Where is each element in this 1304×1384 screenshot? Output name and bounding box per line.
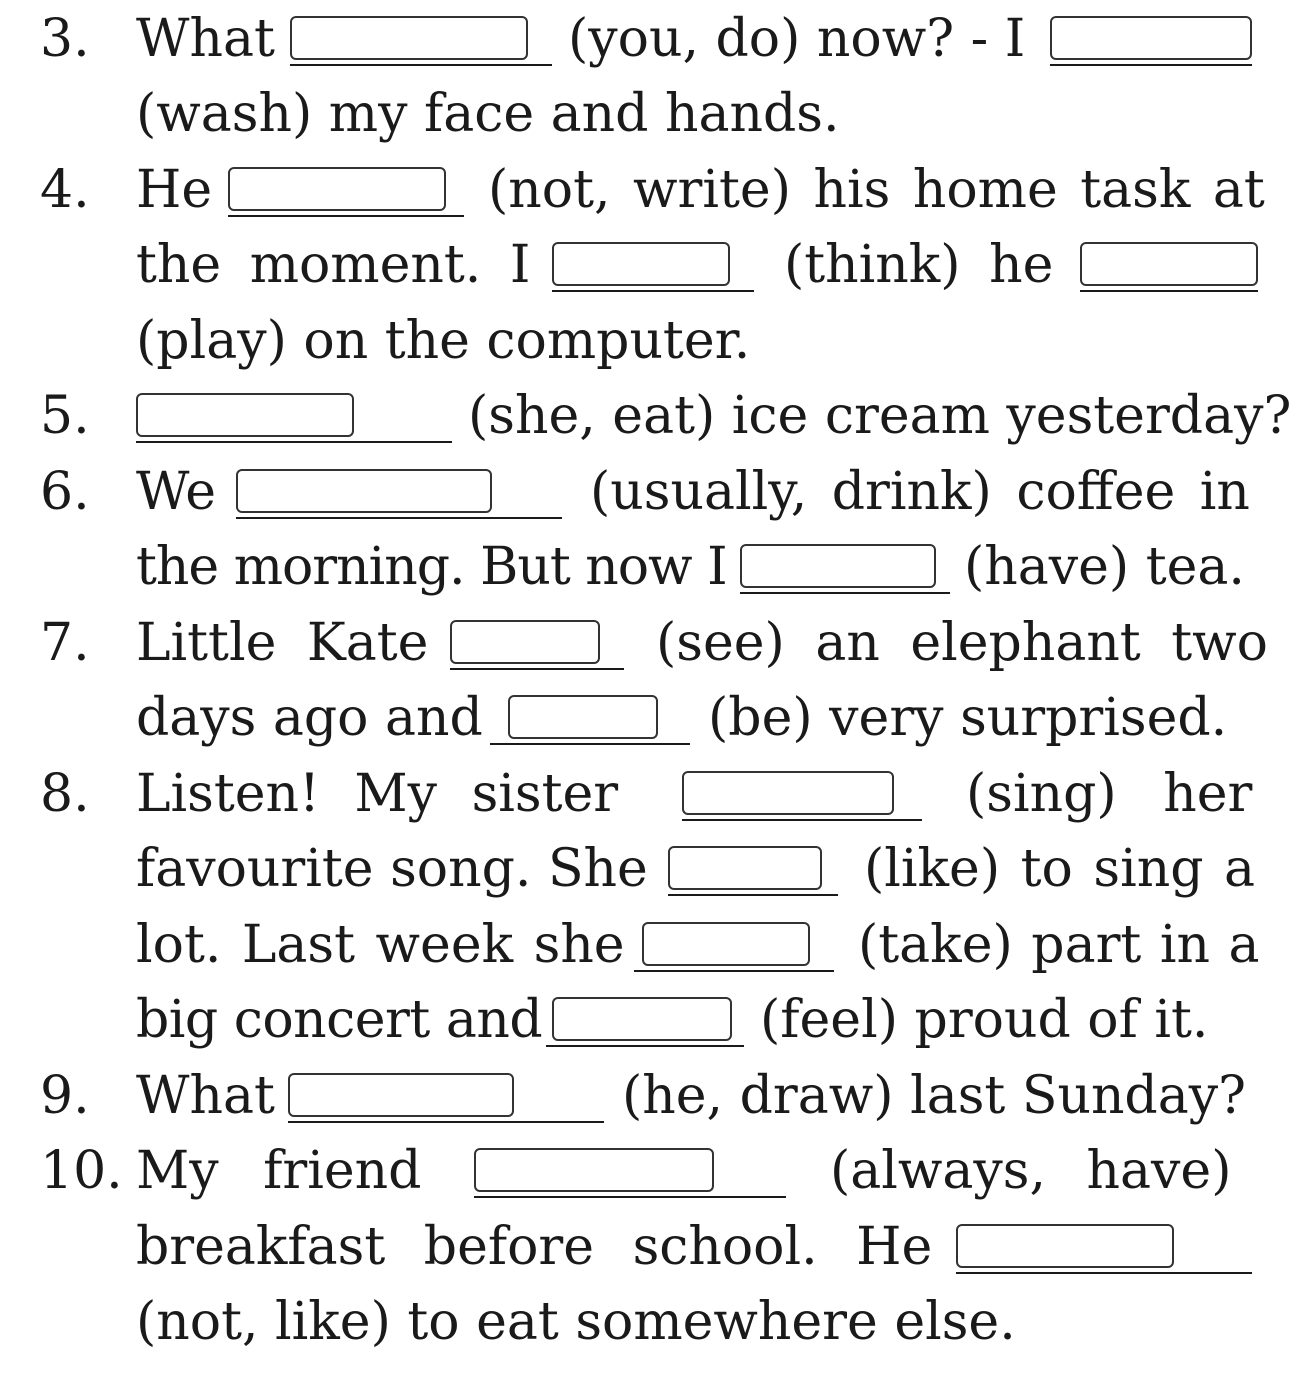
exercise-line [0, 228, 1304, 303]
item-number: 7. [40, 613, 90, 673]
sentence-text: (you, do) now? - I [568, 9, 1026, 69]
answer-blank[interactable] [474, 1148, 786, 1198]
exercise-line [0, 908, 1304, 983]
sentence-text: (be) very surprised. [708, 688, 1228, 748]
answer-blank[interactable] [956, 1224, 1252, 1274]
exercise-line [0, 530, 1304, 605]
item-number: 9. [40, 1066, 90, 1126]
sentence-text: (take) part in a [858, 915, 1260, 975]
exercise-line [0, 379, 1304, 454]
item-number: 4. [40, 160, 90, 220]
answer-blank[interactable] [634, 922, 834, 972]
sentence-text: (she, eat) ice cream yesterday? [468, 386, 1292, 446]
sentence-text: big concert and [136, 990, 543, 1050]
answer-blank[interactable] [546, 997, 744, 1047]
item-number: 8. [40, 764, 90, 824]
sentence-text: (not, write) his home task at [488, 160, 1265, 220]
sentence-text: (have) tea. [964, 537, 1245, 597]
item-number: 5. [40, 386, 90, 446]
answer-blank[interactable] [450, 620, 624, 670]
sentence-text: (feel) proud of it. [760, 990, 1209, 1050]
exercise-line [0, 606, 1304, 681]
sentence-text: days ago and [136, 688, 483, 748]
sentence-text: (see) an elephant two [656, 613, 1268, 673]
exercise-line [0, 77, 1304, 152]
answer-blank[interactable] [1050, 16, 1252, 66]
exercise-line [0, 1134, 1304, 1209]
item-number: 6. [40, 462, 90, 522]
answer-blank[interactable] [228, 167, 464, 217]
sentence-text: (play) on the computer. [136, 311, 751, 371]
answer-blank[interactable] [290, 16, 552, 66]
sentence-text: We [136, 462, 216, 522]
sentence-text: Little Kate [136, 613, 429, 673]
exercise-line [0, 1059, 1304, 1134]
answer-blank[interactable] [288, 1073, 604, 1123]
answer-blank[interactable] [682, 771, 922, 821]
sentence-text: He [136, 160, 213, 220]
sentence-text: the morning. But now I [136, 537, 727, 597]
sentence-text: Listen! My sister [136, 764, 619, 824]
sentence-text: (usually, drink) coffee in [590, 462, 1250, 522]
sentence-text: (always, have) [830, 1141, 1232, 1201]
item-number: 3. [40, 9, 90, 69]
answer-blank[interactable] [1080, 242, 1258, 292]
sentence-text: What [136, 9, 275, 69]
sentence-text: (not, like) to eat somewhere else. [136, 1292, 1016, 1352]
sentence-text: (he, draw) last Sunday? [622, 1066, 1246, 1126]
answer-blank[interactable] [490, 695, 690, 745]
sentence-text: (sing) her [966, 764, 1253, 824]
sentence-text: favourite song. She [136, 839, 648, 899]
exercise-line [0, 2, 1304, 77]
answer-blank[interactable] [236, 469, 562, 519]
sentence-text: What [136, 1066, 275, 1126]
sentence-text: (think) he [784, 235, 1054, 295]
exercise-line [0, 304, 1304, 379]
answer-blank[interactable] [668, 846, 838, 896]
exercise-line [0, 983, 1304, 1058]
answer-blank[interactable] [740, 544, 950, 594]
sentence-text: My friend [136, 1141, 422, 1201]
sentence-text: lot. Last week she [136, 915, 625, 975]
exercise-line [0, 455, 1304, 530]
sentence-text: (like) to sing a [864, 839, 1256, 899]
exercise-line [0, 153, 1304, 228]
sentence-text: (wash) my face and hands. [136, 84, 840, 144]
item-number: 10. [40, 1141, 123, 1201]
answer-blank[interactable] [136, 393, 452, 443]
exercise-line [0, 832, 1304, 907]
exercise-line [0, 1210, 1304, 1285]
sentence-text: breakfast before school. He [136, 1217, 933, 1277]
sentence-text: the moment. I [136, 235, 531, 295]
exercise-line [0, 681, 1304, 756]
answer-blank[interactable] [552, 242, 754, 292]
exercise-line [0, 1285, 1304, 1360]
exercise-line [0, 757, 1304, 832]
